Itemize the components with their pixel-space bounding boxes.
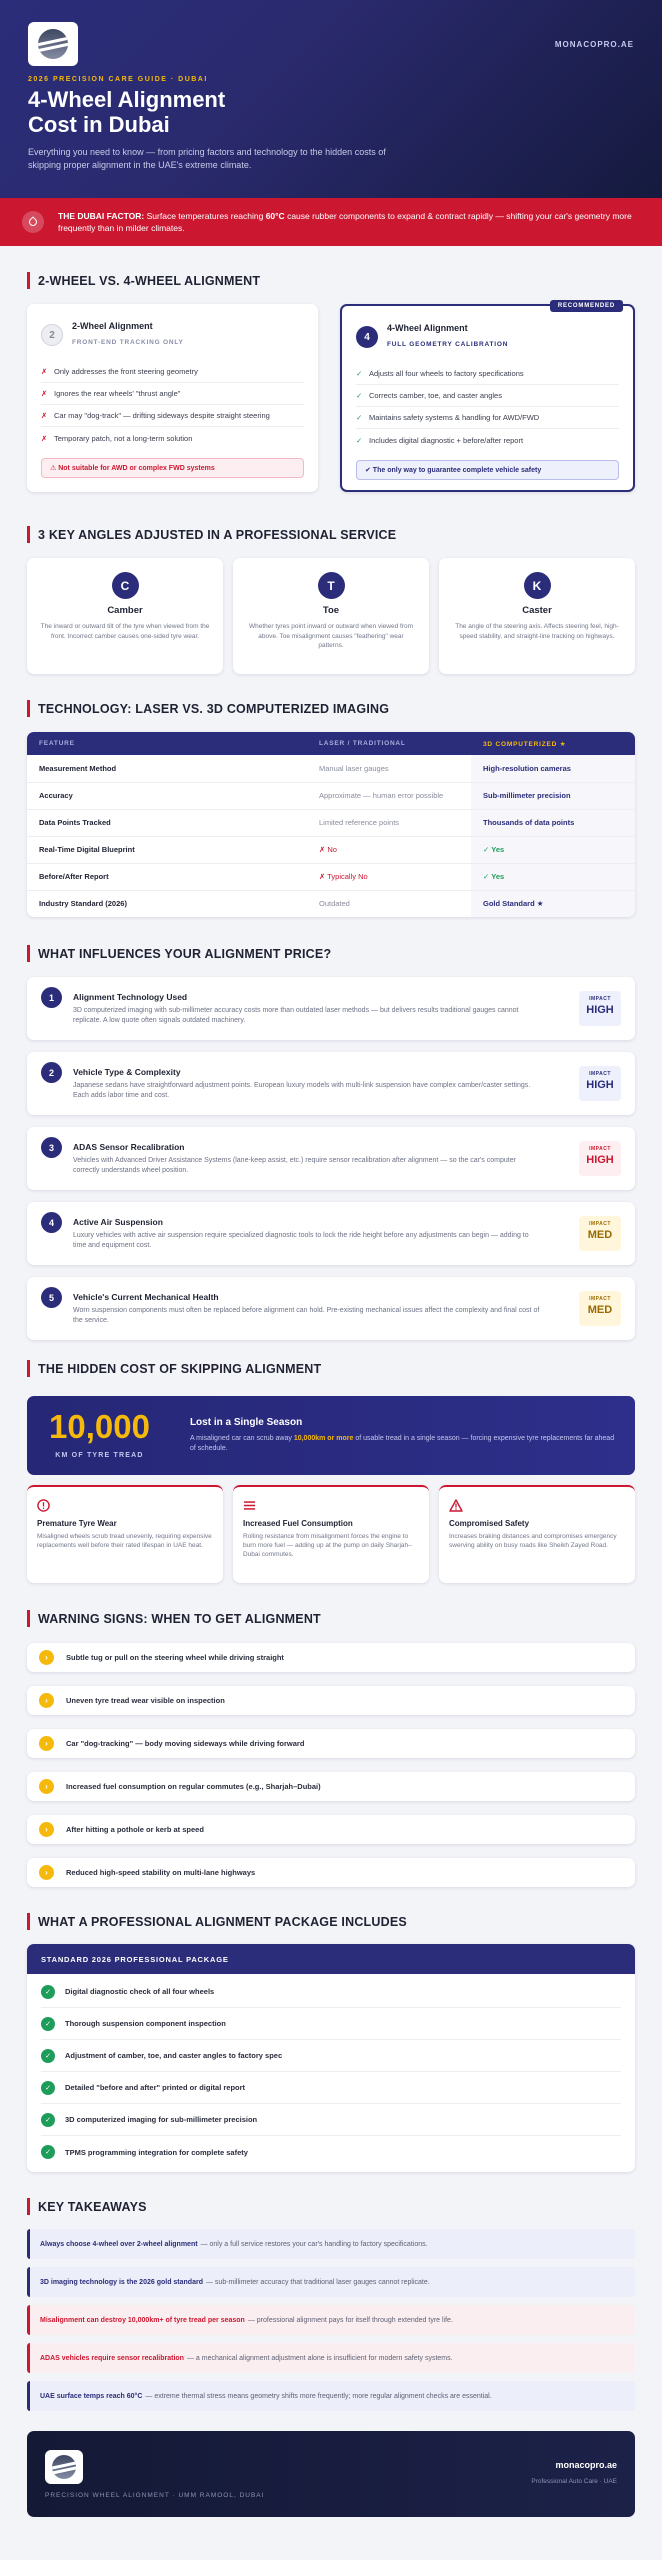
card-title: Compromised Safety (449, 1519, 530, 1528)
column-header: FEATURE (27, 732, 307, 755)
table-row (27, 836, 635, 863)
angle-name: Camber (107, 605, 143, 616)
table-row (27, 782, 635, 809)
table-cell: Industry Standard (2026) (39, 899, 127, 909)
table-row (27, 755, 635, 782)
table-cell: Data Points Tracked (27, 809, 307, 836)
package-item-text: 3D computerized imaging for sub-millimeter precision (65, 2115, 258, 2124)
section-heading: WARNING SIGNS: WHEN TO GET ALIGNMENT (27, 1610, 635, 1627)
package-item-text: Thorough suspension component inspection (65, 2019, 226, 2028)
check-circle-icon: ✓ (41, 2017, 55, 2031)
angle-card-toe (233, 558, 429, 674)
eyebrow: 2026 PRECISION CARE GUIDE · DUBAI (28, 76, 208, 83)
warning-text: Increased fuel consumption on regular commutes (e.g., Sharjah–Dubai) (66, 1782, 321, 1791)
column-header: LASER / TRADITIONAL (307, 732, 471, 755)
chevron-right-icon: › (39, 1822, 54, 1837)
takeaway-text: — only a full service restores your car's handling to factory specifications. (200, 2240, 428, 2248)
factor-desc: Worn suspension components must often be replaced before alignment can hold. Pre-existing mechanical issues affect the complexity and final cost of the service. (73, 1306, 540, 1324)
tread-loss-banner (27, 1396, 635, 1475)
table-cell: ✗ Typically No (307, 863, 471, 890)
hidden-cost-section (0, 1360, 662, 1583)
banner-highlight: 10,000km or more (293, 1435, 354, 1442)
impact-label: IMPACT (589, 1221, 611, 1227)
package-item-text: Adjustment of camber, toe, and caster angles to factory spec (65, 2051, 283, 2060)
impact-badge (579, 991, 621, 1026)
table-cell: High-resolution cameras (471, 755, 635, 782)
takeaway-bold: 3D imaging technology is the 2026 gold standard (40, 2278, 203, 2286)
good-note: ✔ The only way to guarantee complete vehicle safety (356, 460, 619, 480)
letter-icon: T (318, 572, 345, 599)
recommended-badge: RECOMMENDED (550, 300, 623, 312)
impact-label: IMPACT (589, 996, 611, 1002)
factor-title: Alignment Technology Used (73, 991, 188, 1002)
table-row (27, 809, 635, 836)
letter-icon: C (112, 572, 139, 599)
takeaway-bold: Always choose 4-wheel over 2-wheel alignment (40, 2240, 198, 2248)
warning-triangle-icon (449, 1499, 625, 1514)
warning-text: Subtle tug or pull on the steering wheel while driving straight (66, 1653, 284, 1662)
impact-value: MED (587, 1304, 613, 1316)
takeaway-item (27, 2229, 635, 2259)
table-cell: Before/After Report (27, 863, 307, 890)
table-cell: Limited reference points (307, 809, 471, 836)
chevron-right-icon: › (39, 1865, 54, 1880)
warning-item (27, 1643, 635, 1672)
chevron-right-icon: › (39, 1779, 54, 1794)
impact-value: HIGH (586, 1004, 614, 1016)
package-card (27, 1944, 635, 2172)
impact-badge (579, 1291, 621, 1326)
hero-header (0, 0, 662, 198)
table-cell: ✗ No (307, 836, 471, 863)
warning-item (27, 1686, 635, 1715)
table-cell: Measurement Method (27, 755, 307, 782)
angle-card-caster (439, 558, 635, 674)
logo-icon (52, 2455, 76, 2479)
package-item (41, 2072, 621, 2104)
warning-item (27, 1729, 635, 1758)
factor-number: 5 (41, 1287, 62, 1308)
section-heading: KEY TAKEAWAYS (27, 2198, 635, 2215)
factor-desc: Vehicles with Advanced Driver Assistance Systems (lane-keep assist, etc.) require sensor recalibration after alignment — so the car's computer correctly understands wheel position. (73, 1156, 516, 1174)
factor-card (27, 977, 635, 1040)
takeaway-text: — sub-millimeter accuracy that traditional laser gauges cannot replicate. (205, 2278, 430, 2286)
angle-name: Toe (322, 605, 340, 616)
warning-note: ⚠ Not suitable for AWD or complex FWD systems (41, 458, 304, 478)
angle-card-camber (27, 558, 223, 674)
chevron-right-icon: › (39, 1736, 54, 1751)
footer-subtitle: Professional Auto Care · UAE (531, 2478, 617, 2485)
list-item (41, 405, 304, 427)
four-wheel-card (340, 304, 635, 492)
factor-title: Vehicle Type & Complexity (73, 1066, 181, 1077)
takeaway-bold: UAE surface temps reach 60°C (40, 2392, 143, 2400)
title-line-2: Cost in Dubai (28, 112, 170, 137)
section-heading: TECHNOLOGY: LASER VS. 3D COMPUTERIZED IMAGING (27, 700, 635, 717)
factor-number: 2 (41, 1062, 62, 1083)
factor-card (27, 1052, 635, 1115)
card-title: Increased Fuel Consumption (243, 1519, 353, 1528)
package-item (41, 2008, 621, 2040)
table-cell: Approximate — human error possible (307, 782, 471, 809)
fuel-lines-icon (243, 1499, 419, 1514)
list-item (41, 383, 304, 405)
impact-label: IMPACT (589, 1071, 611, 1077)
alert-label: THE DUBAI FACTOR: (58, 211, 145, 221)
factor-number: 4 (41, 1212, 62, 1233)
takeaway-bold: ADAS vehicles require sensor recalibration (40, 2354, 184, 2362)
factor-number: 1 (41, 987, 62, 1008)
check-icon: ✓ (356, 435, 363, 445)
item-text: Car may "dog-track" — drifting sideways despite straight steering (54, 411, 270, 420)
impact-badge (579, 1141, 621, 1176)
impact-badge (579, 1216, 621, 1251)
footer-logo[interactable] (45, 2450, 83, 2484)
logo-icon (38, 29, 68, 59)
angle-desc: The inward or outward tilt of the tyre when viewed from the front. Incorrect camber causes one-sided tyre wear. (40, 623, 210, 640)
chevron-right-icon: › (39, 1650, 54, 1665)
table-cell: Manual laser gauges (307, 755, 471, 782)
check-icon: ✓ (356, 391, 363, 400)
takeaways-section (0, 2198, 662, 2411)
list-item (356, 429, 619, 451)
banner-text (190, 1434, 620, 1454)
site-url[interactable]: MONACOPRO.AE (554, 40, 634, 49)
table-cell: Sub-millimeter precision (471, 782, 635, 809)
check-circle-icon: ✓ (41, 2113, 55, 2127)
item-text: Only addresses the front steering geometry (54, 367, 198, 376)
angles-section (0, 526, 662, 674)
technology-section (0, 700, 662, 917)
takeaway-item (27, 2305, 635, 2335)
package-item (41, 2104, 621, 2136)
table-cell: Gold Standard ★ (471, 890, 635, 917)
card-desc: Increases braking distances and compromises emergency swerving ability on busy roads like Sheikh Zayed Road. (449, 1533, 617, 1549)
card-number: 2 (41, 324, 63, 346)
item-text: Includes digital diagnostic + before/after report (369, 435, 524, 445)
factor-card (27, 1127, 635, 1190)
takeaway-bold: Misalignment can destroy 10,000km+ of tyre tread per season (40, 2316, 245, 2324)
warning-text: Car "dog-tracking" — body moving sideways while driving forward (66, 1739, 305, 1748)
card-title: 4-Wheel Alignment (387, 323, 468, 333)
takeaway-text: — professional alignment pays for itself through extended tyre life. (247, 2316, 453, 2324)
footer-tagline: PRECISION WHEEL ALIGNMENT · UMM RAMOOL, DUBAI (45, 2491, 265, 2499)
warning-section (0, 1610, 662, 1887)
takeaway-item (27, 2381, 635, 2411)
impact-value: MED (587, 1229, 613, 1241)
package-item-text: TPMS programming integration for complete safety (65, 2147, 248, 2157)
check-circle-icon: ✓ (41, 1985, 55, 1999)
table-cell: Outdated (319, 899, 350, 909)
angle-name: Caster (522, 605, 552, 616)
impact-value: HIGH (586, 1079, 614, 1091)
list-item (356, 385, 619, 407)
check-circle-icon: ✓ (41, 2049, 55, 2063)
cross-icon: ✗ (41, 433, 48, 443)
factor-card (27, 1202, 635, 1265)
cost-card (439, 1485, 635, 1583)
check-circle-icon: ✓ (41, 2081, 55, 2095)
takeaway-text: — extreme thermal stress means geometry shifts more frequently; more regular alignment checks are essential. (145, 2392, 492, 2400)
brand-logo[interactable] (28, 22, 78, 66)
big-stat-label: KM OF TYRE TREAD (55, 1452, 144, 1459)
item-text: Maintains safety systems & handling for AWD/FWD (369, 413, 540, 422)
column-header: 3D COMPUTERIZED ★ (471, 732, 635, 755)
factor-desc: Japanese sedans have straightforward adjustment points. European luxury models with multi-link suspension have complex camber/caster settings. Each adds labor time and cost. (73, 1081, 531, 1099)
takeaway-text: — a mechanical alignment adjustment alone is insufficient for modern safety systems. (186, 2354, 453, 2362)
warning-text: After hitting a pothole or kerb at speed (66, 1825, 204, 1834)
package-item (41, 1976, 621, 2008)
list-item (41, 427, 304, 449)
card-desc: Misaligned wheels scrub tread unevenly, requiring expensive replacements well before their rated lifespan in UAE heat. (37, 1533, 212, 1549)
card-subtitle: FRONT-END TRACKING ONLY (72, 339, 184, 346)
factor-title: Active Air Suspension (73, 1216, 163, 1227)
check-circle-icon: ✓ (41, 2145, 55, 2159)
list-item (356, 407, 619, 429)
package-section (0, 1913, 662, 2172)
cost-card (233, 1485, 429, 1583)
package-item-text: Digital diagnostic check of all four wheels (65, 1987, 215, 1996)
letter-icon: K (524, 572, 551, 599)
table-cell: Thousands of data points (471, 809, 635, 836)
dubai-factor-alert (0, 198, 662, 246)
page-title (28, 87, 634, 137)
cross-icon: ✗ (41, 411, 48, 420)
cross-icon: ✗ (41, 367, 48, 376)
item-text: Ignores the rear wheels' "thrust angle" (54, 389, 181, 398)
package-item (41, 2136, 621, 2168)
warning-text: Reduced high-speed stability on multi-lane highways (66, 1868, 256, 1877)
table-row (27, 863, 635, 890)
factor-number: 3 (41, 1137, 62, 1158)
factor-desc: 3D computerized imaging with sub-millimeter accuracy costs more than outdated laser methods — but delivers results traditional gauges cannot replicate. A low quote often signals outdated machinery. (73, 1006, 519, 1024)
card-subtitle: FULL GEOMETRY CALIBRATION (387, 341, 509, 348)
section-heading: 2-WHEEL VS. 4-WHEEL ALIGNMENT (27, 272, 635, 289)
alert-text-before: Surface temperatures reaching (144, 211, 266, 221)
alert-text (58, 210, 640, 234)
table-cell: Accuracy (27, 782, 307, 809)
item-text: Corrects camber, toe, and caster angles (369, 391, 502, 400)
factor-title: ADAS Sensor Recalibration (73, 1141, 185, 1152)
footer (27, 2431, 635, 2517)
title-line-1: 4-Wheel Alignment (28, 87, 226, 112)
warning-item (27, 1815, 635, 1844)
impact-value: HIGH (586, 1154, 614, 1166)
factor-desc: Luxury vehicles with active air suspension require specialized diagnostic tools to lock the ride height before any adjustments can begin — adding to time and equipment cost. (73, 1231, 529, 1249)
alert-temp: 60°C (265, 211, 285, 221)
alert-circle-icon (37, 1499, 213, 1514)
banner-text-after: of usable tread in a single season — forcing expensive tyre replacements far ahead of schedule. (189, 1435, 615, 1452)
list-item (41, 361, 304, 383)
impact-label: IMPACT (589, 1146, 611, 1152)
section-heading: THE HIDDEN COST OF SKIPPING ALIGNMENT (27, 1360, 635, 1377)
package-item (41, 2040, 621, 2072)
cross-icon: ✗ (41, 389, 48, 398)
takeaway-item (27, 2343, 635, 2373)
check-icon: ✓ (356, 413, 363, 422)
banner-title: Lost in a Single Season (189, 1417, 303, 1428)
item-text: Adjusts all four wheels to factory specifications (369, 369, 524, 378)
comparison-section (0, 272, 662, 492)
check-icon: ✓ (356, 369, 363, 378)
cost-card (27, 1485, 223, 1583)
impact-label: IMPACT (589, 1296, 611, 1302)
takeaway-item (27, 2267, 635, 2297)
chevron-right-icon: › (39, 1693, 54, 1708)
impact-badge (579, 1066, 621, 1101)
alert-text-after: cause rubber components to expand & contract rapidly — shifting your car's geometry more frequently than in milder climates. (58, 211, 632, 233)
table-header-row (27, 732, 635, 755)
card-title: Premature Tyre Wear (37, 1519, 117, 1528)
card-desc: Rolling resistance from misalignment forces the engine to burn more fuel — adding up at the pump on daily Sharjah–Dubai commutes. (243, 1533, 412, 1558)
warning-item (27, 1858, 635, 1887)
card-number: 4 (356, 326, 378, 348)
package-title: STANDARD 2026 PROFESSIONAL PACKAGE (27, 1944, 635, 1974)
comparison-table (27, 732, 635, 917)
intro-text: Everything you need to know — from pricing factors and technology to the hidden costs of skipping proper alignment in the UAE's extreme climate. (28, 147, 386, 170)
card-title: 2-Wheel Alignment (72, 321, 153, 331)
two-wheel-card (27, 304, 318, 492)
factors-section (0, 945, 662, 1340)
table-cell: ✓ Yes (471, 836, 635, 863)
angle-desc: The angle of the steering axis. Affects steering feel, high-speed stability, and straight-line tracking on highways. (455, 623, 619, 640)
list-item (356, 363, 619, 385)
section-heading: WHAT INFLUENCES YOUR ALIGNMENT PRICE? (27, 945, 635, 962)
package-item-text: Detailed "before and after" printed or digital report (65, 2083, 246, 2092)
section-heading: WHAT A PROFESSIONAL ALIGNMENT PACKAGE INCLUDES (27, 1913, 635, 1930)
big-stat: 10,000 (49, 1408, 150, 1445)
warning-item (27, 1772, 635, 1801)
table-row (27, 890, 635, 917)
table-cell: ✓ Yes (471, 863, 635, 890)
angle-desc: Whether tyres point inward or outward when viewed from above. Toe misalignment causes "feathering" wear patterns. (248, 623, 414, 649)
thermometer-icon (22, 211, 44, 233)
footer-site-link[interactable]: monacopro.ae (555, 2460, 617, 2470)
section-heading: 3 KEY ANGLES ADJUSTED IN A PROFESSIONAL SERVICE (27, 526, 635, 543)
banner-text-before: A misaligned car can scrub away (189, 1435, 294, 1442)
factor-title: Vehicle's Current Mechanical Health (73, 1291, 219, 1302)
table-cell: Real-Time Digital Blueprint (27, 836, 307, 863)
item-text: Temporary patch, not a long-term solution (54, 433, 193, 443)
warning-text: Uneven tyre tread wear visible on inspection (66, 1696, 225, 1705)
factor-card (27, 1277, 635, 1340)
